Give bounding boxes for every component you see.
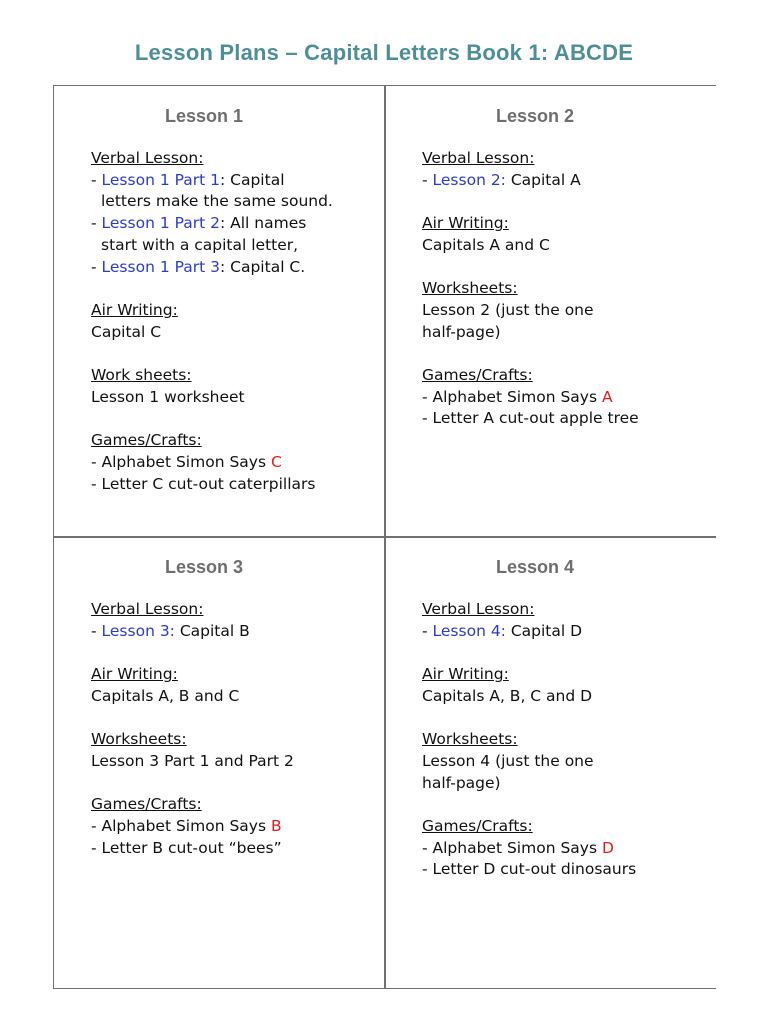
verbal-lesson-heading: Verbal Lesson: <box>91 149 204 167</box>
worksheets-heading: Worksheets: <box>91 730 187 749</box>
air-writing-heading: Air Writing: <box>91 665 178 684</box>
lesson-content <box>91 148 371 495</box>
verbal-item: - Lesson 1 Part 3: Capital C. <box>91 257 306 276</box>
lesson-link[interactable]: Lesson 3: <box>101 621 175 640</box>
worksheets-text: Lesson 1 worksheet <box>91 387 245 406</box>
simon-says-letter: A <box>601 387 613 406</box>
air-writing-heading: Air Writing: <box>422 665 509 684</box>
games-item: - Alphabet Simon Says B <box>91 816 282 835</box>
verbal-item-continued: start with a capital letter, <box>101 235 299 254</box>
air-writing-text: Capital C <box>91 322 162 341</box>
lesson-link[interactable]: Lesson 4: <box>432 621 506 640</box>
page-title: Lesson Plans – Capital Letters Book 1: ABCDE <box>134 40 634 65</box>
simon-says-letter: C <box>270 452 282 471</box>
lesson-4-cell <box>385 537 715 987</box>
air-writing-text: Capitals A, B and C <box>91 686 240 705</box>
simon-says-letter: B <box>270 816 282 835</box>
lesson-1-cell <box>54 86 384 536</box>
verbal-item: - Lesson 3: Capital B <box>91 621 250 640</box>
air-writing-text: Capitals A and C <box>422 235 550 254</box>
simon-says-letter: D <box>601 838 614 857</box>
verbal-item: - Lesson 1 Part 1: Capital <box>91 170 285 189</box>
lesson-link[interactable]: Lesson 2: <box>432 170 506 189</box>
lesson-link[interactable]: Lesson 1 Part 1 <box>101 170 220 189</box>
worksheets-heading: Worksheets: <box>422 730 518 749</box>
lesson-2-cell <box>385 86 715 536</box>
games-crafts-heading: Games/Crafts: <box>422 365 533 384</box>
lesson-title: Lesson 4 <box>495 557 575 577</box>
lesson-link[interactable]: Lesson 1 Part 3 <box>101 257 220 276</box>
games-item: - Letter C cut-out caterpillars <box>91 474 316 493</box>
worksheets-text: half-page) <box>422 773 501 792</box>
lesson-title: Lesson 2 <box>495 106 575 126</box>
lesson-content <box>91 599 371 859</box>
games-item: - Letter D cut-out dinosaurs <box>422 860 637 879</box>
worksheets-heading: Work sheets: <box>91 366 192 384</box>
verbal-lesson-heading: Verbal Lesson: <box>422 600 535 618</box>
verbal-lesson-heading: Verbal Lesson: <box>422 149 535 167</box>
verbal-item: - Lesson 4: Capital D <box>422 621 583 640</box>
air-writing-heading: Air Writing: <box>422 214 509 233</box>
verbal-item: - Lesson 1 Part 2: All names <box>91 214 307 233</box>
lesson-title: Lesson 1 <box>164 106 244 126</box>
games-crafts-heading: Games/Crafts: <box>91 795 202 814</box>
games-item: - Letter B cut-out “bees” <box>91 838 282 857</box>
games-item: - Alphabet Simon Says C <box>91 452 282 471</box>
worksheets-text: Lesson 2 (just the one <box>422 300 594 319</box>
verbal-item: - Lesson 2: Capital A <box>422 170 581 189</box>
verbal-lesson-heading: Verbal Lesson: <box>91 600 204 618</box>
air-writing-text: Capitals A, B, C and D <box>422 686 593 705</box>
games-item: - Alphabet Simon Says D <box>422 838 614 857</box>
worksheets-text: half-page) <box>422 322 501 341</box>
worksheets-text: Lesson 4 (just the one <box>422 751 594 770</box>
games-item: - Letter A cut-out apple tree <box>422 409 639 428</box>
worksheets-text: Lesson 3 Part 1 and Part 2 <box>91 751 294 770</box>
lesson-content <box>422 599 702 881</box>
lesson-title: Lesson 3 <box>164 557 244 577</box>
lesson-link[interactable]: Lesson 1 Part 2 <box>101 214 220 233</box>
games-crafts-heading: Games/Crafts: <box>422 816 533 835</box>
lesson-3-cell <box>54 537 384 987</box>
verbal-item-continued: letters make the same sound. <box>101 192 333 211</box>
lesson-content <box>422 148 702 430</box>
games-crafts-heading: Games/Crafts: <box>91 431 202 450</box>
air-writing-heading: Air Writing: <box>91 300 178 319</box>
lesson-grid <box>53 85 716 989</box>
worksheets-heading: Worksheets: <box>422 279 518 298</box>
games-item: - Alphabet Simon Says A <box>422 387 613 406</box>
